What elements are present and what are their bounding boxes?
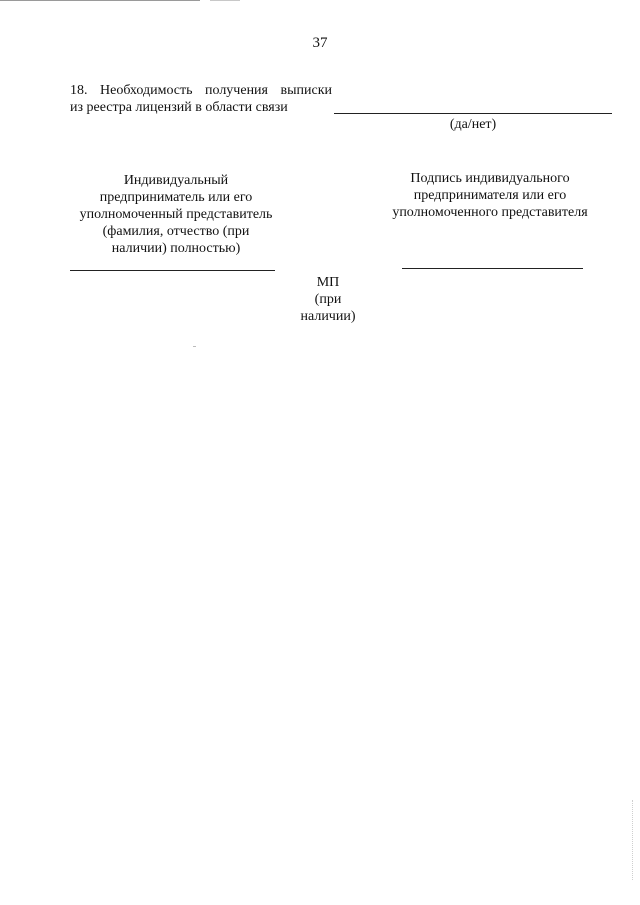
scan-speck (193, 346, 196, 347)
stamp-line: МП (316, 275, 340, 290)
scan-margin-marks (632, 800, 636, 880)
answer-hint: (да/нет) (449, 117, 497, 132)
entrepreneur-name-caption (58, 172, 294, 257)
signature-blank-line (402, 268, 583, 269)
stamp-line: (при (314, 292, 342, 307)
caption-line: уполномоченный представитель (79, 207, 273, 222)
caption-line: Индивидуальный (123, 173, 229, 188)
caption-line: уполномоченного представителя (392, 205, 588, 220)
scan-artifact-line (0, 0, 200, 1)
page-number: 37 (312, 35, 328, 51)
signature-caption (368, 170, 612, 221)
caption-line: предприниматель или его (99, 190, 253, 205)
caption-line: предпринимателя или его (413, 188, 567, 203)
answer-blank-line (334, 113, 612, 114)
scan-artifact-line-short (210, 0, 240, 1)
name-blank-line (70, 270, 275, 271)
stamp-line: наличии) (300, 309, 356, 324)
item-18-text (70, 82, 332, 116)
stamp-placeholder (268, 274, 388, 325)
item-18-line-2: из реестра лицензий в области связи (70, 100, 288, 115)
caption-line: наличии) полностью) (111, 241, 241, 256)
item-18-line-1: 18. Необходимость получения выписки (70, 83, 332, 98)
caption-line: (фамилия, отчество (при (102, 224, 250, 239)
caption-line: Подпись индивидуального (410, 171, 570, 186)
